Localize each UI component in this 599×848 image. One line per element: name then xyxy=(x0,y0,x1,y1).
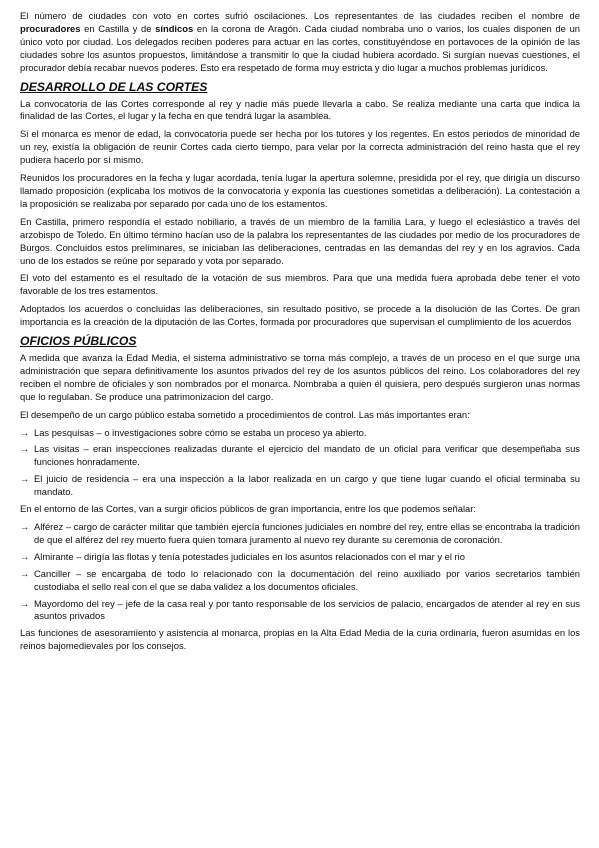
paragraph: Reunidos los procuradores en la fecha y lugar acordada, tenía lugar la apertura solemne, presidida por el rey, que dirigía un discurso llamado proposición (explicaba los motivos de la convocatoria y exponía las cuestiones sometidas a deliberación). La contestación a la proposición se realizaba por separado por cada uno de los estamentos. xyxy=(20,172,580,209)
closing-paragraph: Las funciones de asesoramiento y asistencia al monarca, propias en la Alta Edad Media de la curia ordinaria, fueron asumidas en los reinos bajomedievales por los consejos. xyxy=(20,627,580,652)
list-item-text: Alférez – cargo de carácter militar que también ejercía funciones judiciales en nombre del rey, entre ellas se encontraba la tradición de que el alférez del rey muerto fuera quien tomara juramento al nuevo rey durante su ceremonia de coronación. xyxy=(34,521,580,545)
arrow-icon: → xyxy=(20,521,30,532)
arrow-icon: → xyxy=(20,443,30,455)
list-item xyxy=(20,551,580,564)
list-item xyxy=(20,598,580,624)
paragraph: En Castilla, primero respondía el estado nobiliario, a través de un miembro de la familia Lara, y luego el eclesiástico a través del arzobispo de Toledo. En último término hacían uso de la palabra los representantes de las ciudades por medio de los procuradores de Burgos. Concluidos estos preliminares, se iniciaban las deliberaciones, centradas en las demandas del rey y en los agravios. Cada uno de los estados se reúne por separado y vota por separado. xyxy=(20,215,580,266)
document-page xyxy=(20,10,580,658)
list-item-text: Almirante – dirigía las flotas y tenía potestades judiciales en los asuntos relacionados con el mar y el rio xyxy=(34,550,465,562)
arrow-icon: → xyxy=(20,473,30,485)
intro-text-2: en Castilla y de xyxy=(80,22,156,34)
intro-paragraph xyxy=(20,10,580,75)
paragraph: La convocatoria de las Cortes corresponde al rey y nadie más puede llevarla a cabo. Se realiza mediante una carta que indica la finalidad de las Cortes, el lugar y la fecha en que tendrá lugar la asamblea. xyxy=(20,97,580,122)
term-sindicos: síndicos xyxy=(155,22,194,34)
section-heading-desarrollo: DESARROLLO DE LAS CORTES xyxy=(20,79,208,94)
list-item-text: Mayordomo del rey – jefe de la casa real y por tanto responsable de los servicios de palacio, encargados de atender al rey en sus asuntos privados xyxy=(34,597,580,622)
paragraph: El voto del estamento es el resultado de la votación de sus miembros. Para que una medida fuera aprobada debe tener el voto favorable de los tres estamentos. xyxy=(20,272,580,297)
list-item xyxy=(20,521,580,547)
term-procuradores: procuradores xyxy=(20,22,81,34)
list-item-text: Las visitas – eran inspecciones realizadas durante el ejercicio del mandato de un oficial para verificar que desempeñaba sus funciones honradamente. xyxy=(34,443,580,468)
paragraph: Si el monarca es menor de edad, la convocatoria puede ser hecha por los tutores y los regentes. En estos periodos de minoridad de un rey, existía la obligación de reunir Cortes cada cierto tiempo, para velar por la correcta administración del reino hasta que el rey pudiera hacerlo por sí mismo. xyxy=(20,128,580,166)
paragraph: En el entorno de las Cortes, van a surgir oficios públicos de gran importancia, entre los que podemos señalar: xyxy=(20,503,476,515)
intro-text-3: en la corona de Aragón. Cada ciudad nombraba uno o varios, los cuales disponen de un único voto por ciudad. Los delegados reciben poderes para actuar en las cortes, constituyéndose en portavoces de la opinión de las ciudades sobre los asuntos propuestos, limitándose a transmitir lo que la ciudad hubiera acordado. Si surgían nuevas cuestiones, el procurador debía recabar nuevos poderes. Esto era respetado de forma muy estricta y dio lugar a muchos problemas jurídicos. xyxy=(20,22,580,73)
paragraph: El desempeño de un cargo público estaba sometido a procedimientos de control. Las más importantes eran: xyxy=(20,408,470,420)
arrow-icon: → xyxy=(20,426,30,438)
list-item xyxy=(20,568,580,594)
section-heading-oficios: OFICIOS PÚBLICOS xyxy=(20,334,137,349)
arrow-icon: → xyxy=(20,597,30,609)
list-item xyxy=(20,443,580,469)
paragraph: Adoptados los acuerdos o concluidas las deliberaciones, sin resultado positivo, se procede a la disolución de las Cortes. De gran importancia es la creación de la diputación de las Cortes, formada por procuradores que supervisan el cumplimiento de los acuerdos xyxy=(20,303,580,328)
list-item-text: Canciller – se encargaba de todo lo relacionado con la documentación del reino auxiliado por varios secretarios también custodiaba el sello real con el que se daba validez a los documentos oficiales. xyxy=(34,567,580,592)
arrow-icon: → xyxy=(20,550,30,562)
list-item xyxy=(20,427,580,440)
list-item-text: El juicio de residencia – era una inspección a la labor realizada en un cargo y que tiene lugar cuando el oficial terminaba su mandato. xyxy=(34,473,580,498)
list-item xyxy=(20,473,580,499)
paragraph: A medida que avanza la Edad Media, el sistema administrativo se torna más complejo, a través de un proceso en el que surge una administración que separa definitivamente los asuntos privados del rey de los asuntos públicos del reino. Los colaboradores del rey reciben el nombre de oficiales y son nombrados por el monarca. Nombraba a quien él quisiera, pero después surgieron unas normas que lo regulaban. Se produce una patrimonizacion del cargo. xyxy=(20,352,580,402)
list-item-text: Las pesquisas – o investigaciones sobre cómo se estaba un proceso ya abierto. xyxy=(34,426,367,438)
intro-text-1: El número de ciudades con voto en cortes sufrió oscilaciones. Los representantes de las ciudades reciben el nombre de xyxy=(20,10,580,21)
arrow-icon: → xyxy=(20,567,30,579)
